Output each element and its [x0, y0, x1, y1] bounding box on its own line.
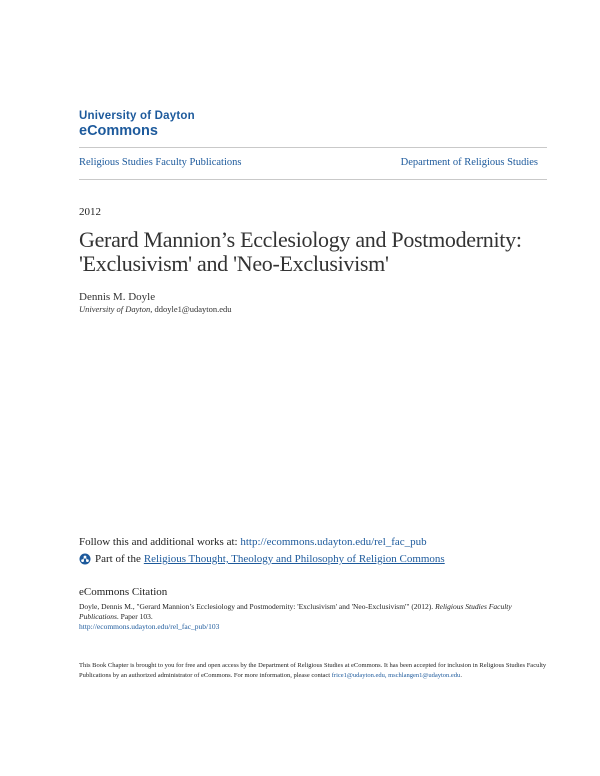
- notice-text: This Book Chapter is brought to you for free and open access by the Department of Religious Studies at eCommons. It has been accepted for inclusion in Religious Studies Faculty Publications by an authorized administrator of eCommons. For more information, please contact: [79, 662, 547, 679]
- repository-brand[interactable]: [79, 110, 195, 139]
- institution-name[interactable]: University of Dayton: [79, 110, 195, 122]
- citation-text: Doyle, Dennis M., "Gerard Mannion’s Ecclesiology and Postmodernity: 'Exclusivism' and 'Neo-Exclusivism'" (2012).: [79, 602, 436, 611]
- publication-year: 2012: [79, 206, 101, 218]
- author-name: Dennis M. Doyle: [79, 291, 156, 303]
- notice-end: .: [460, 672, 462, 679]
- network-icon: [79, 553, 91, 565]
- citation-url-link[interactable]: http://ecommons.udayton.edu/rel_fac_pub/103: [79, 622, 220, 631]
- collection-link[interactable]: Religious Studies Faculty Publications: [79, 157, 242, 168]
- collection-url-link[interactable]: http://ecommons.udayton.edu/rel_fac_pub: [240, 536, 427, 548]
- citation-paper: . Paper 103.: [116, 612, 153, 621]
- part-of-label: Part of the: [95, 553, 141, 565]
- repository-name[interactable]: eCommons: [79, 123, 158, 139]
- document-title: Gerard Mannion’s Ecclesiology and Postmodernity: 'Exclusivism' and 'Neo-Exclusivism': [79, 227, 522, 276]
- part-of-line: [79, 553, 445, 565]
- citation-heading: eCommons Citation: [79, 586, 168, 598]
- citation-series: Religious Studies Faculty Publications: [79, 602, 512, 621]
- commons-link[interactable]: Religious Thought, Theology and Philosophy of Religion Commons: [143, 553, 445, 565]
- department-link[interactable]: Department of Religious Studies: [400, 157, 538, 168]
- contact-emails-link[interactable]: frice1@udayton.edu, mschlangen1@udayton.edu: [331, 672, 461, 679]
- affiliation-institution: University of Dayton: [79, 304, 151, 314]
- follow-label: Follow this and additional works at:: [79, 536, 241, 548]
- bottom-divider: [79, 179, 547, 180]
- author-affiliation: [79, 304, 232, 314]
- top-divider: [79, 147, 547, 148]
- affiliation-email: , ddoyle1@udayton.edu: [150, 304, 232, 314]
- citation-body: [79, 602, 549, 632]
- access-notice: [79, 661, 549, 681]
- follow-line: [79, 536, 427, 548]
